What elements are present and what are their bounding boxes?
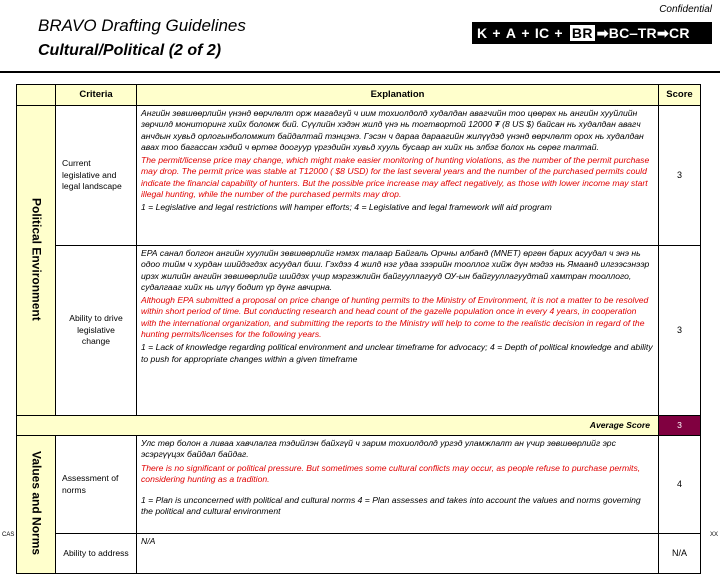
header-criteria: Criteria: [56, 85, 137, 106]
explanation-english: There is no significant or political pressure. But sometimes some cultural conflicts may occur, as people refuse to purchase permits, considering hunting as a tradition.: [141, 462, 641, 484]
explanation-mongolian: N/A: [141, 536, 156, 546]
header-explanation: Explanation: [137, 85, 659, 106]
criteria-cell: Ability to address: [56, 534, 137, 574]
confidential-label: Confidential: [659, 4, 712, 15]
footer-right-text: XX: [709, 532, 718, 538]
kaic-br-bc-tr-cr-logo: [472, 22, 712, 44]
score-cell: 4: [659, 436, 701, 534]
table-row: [17, 246, 701, 416]
guidelines-table-container: [16, 84, 700, 574]
logo-plus: +: [554, 25, 563, 41]
explanation-cell: [137, 106, 659, 246]
score-cell: 3: [659, 106, 701, 246]
logo-plus: +: [521, 25, 530, 41]
page-subtitle: Cultural/Political (2 of 2): [38, 42, 222, 59]
category-cell: [17, 106, 56, 416]
explanation-scale: 1 = Legislative and legal restrictions will hamper efforts; 4 = Legislative and legal framework will aid program: [141, 202, 552, 213]
page-title: BRAVO Drafting Guidelines: [38, 16, 246, 35]
category-cell: [17, 436, 56, 574]
explanation-scale: 1 = Lack of knowledge regarding political environment and unclear timeframe for advocacy; 4 = Depth of political knowledge and ability to push for appropriate changes within a given timeframe: [141, 342, 653, 364]
explanation-cell: [137, 436, 659, 534]
table-row: [17, 436, 701, 534]
score-cell: N/A: [659, 534, 701, 574]
explanation-english: Although EPA submitted a proposal on price change of hunting permits to the Ministry of Environment, it is not a matter to be resolved within short period of time. But conducting research and head count of the gazelle population once in every 4 years, in cooperation with the international organization, and submitting the reports to the Ministry will help to come to the realistic decision in regard of the hunting permits/licenses for the following years.: [141, 295, 649, 340]
category-label: Political Environment: [29, 197, 44, 321]
arrow-right-icon: ➡: [656, 24, 669, 41]
header-divider: [0, 71, 720, 73]
logo-bc: BC: [608, 25, 630, 41]
explanation-cell: [137, 246, 659, 416]
header-cell-empty: [17, 85, 56, 106]
criteria-cell: Current legislative and legal landscape: [56, 106, 137, 246]
explanation-mongolian: ЕРА санал болгон ангийн хуулийн зөвшөөрлийг нэмэх талаар Байгаль Орчны албанд (MNET) өргөн барих асуудал ч энэ нь одоо тийм ч хурдан шийдэгдэх асуудал биш. Гэхдээ 4 жилд нэг удаа зээрийн тооллог хийж дүн мэдээ нь Ямаанд илгээсэнээр ирэх жилийн ангийн зөвшөөрлийг шийдэх үчир мэргэжлийн байгууллагууд ОУ-ын байгууллагуудтай хамтран тооллого, судалгааг хийх нь илүү бодит үр дүнг авчирна.: [141, 248, 650, 292]
explanation-scale: 1 = Plan is unconcerned with political and cultural norms 4 = Plan assesses and takes into account the values and norms governing the political and cultural environment: [141, 495, 641, 517]
logo-plus: +: [492, 25, 501, 41]
guidelines-table: [16, 84, 701, 574]
explanation-mongolian: Ангийн зөвшөөрлийн үнэнд өөрчлөлт орж магадгүй ч иим тохиолдолд худалдан авагчийн тоо цөөрөх нь ангийн хууйлийн зөрчилд мониторинг хийх боломж бий. Сүүлийн хэдэн жилд үнэ нь тогтвортой 12000 ₮ (8 US $) байсан нь худалдан авагч анчдын хувьд орлогынболомжит байдалтай тэнцэнэ. Гэсэн ч дараа дараагийн жилүүдэд үнэнд өөрчлөлт орох нь худалдан авах тоо багассан хэдий ч өртөг доогуур үргэдийн хувьд хууль бусаар ан хийх нь элбэг болох нь сөрөг талтай.: [141, 108, 644, 152]
logo-br: BR: [571, 25, 593, 41]
table-header-row: [17, 85, 701, 106]
average-score-label: Average Score: [17, 416, 659, 436]
table-row: [17, 106, 701, 246]
logo-cr: CR: [668, 25, 690, 41]
explanation-cell: [137, 534, 659, 574]
footer-left-text: CAS: [2, 532, 15, 538]
average-score-row: [17, 416, 701, 436]
category-label: Values and Norms: [29, 450, 44, 555]
header-score: Score: [659, 85, 701, 106]
logo-k: K: [477, 25, 488, 41]
score-cell: 3: [659, 246, 701, 416]
logo-tr: TR: [637, 25, 657, 41]
explanation-mongolian: Улс төр болон а ливаа хавчлалга тэдийлэн байхгүй ч зарим тохиолдолд ургэд уламжлалт ан үчир зөвшөөрлийг эрс эсэргүүцэх байдал байдаг.: [141, 438, 616, 460]
criteria-cell: Assessment of norms: [56, 436, 137, 534]
criteria-cell: Ability to drive legislative change: [56, 246, 137, 416]
explanation-english: The permit/license price may change, which might make easier monitoring of hunting violations, as the number of the permit purchase may drop. The permit price was stable at T12000 ( $8 USD) for the last several years and the number of the purchased permits could indicate the financial capability of hunters. But the possible price increase may affect negatively, as those with lower income may start illegal hunting, while the number of the purchased permits may drop.: [141, 155, 650, 200]
logo-a: A: [505, 25, 517, 41]
table-row: [17, 534, 701, 574]
logo-dash: ‒: [629, 25, 638, 41]
arrow-right-icon: ➡: [596, 24, 609, 41]
average-score-value: 3: [659, 416, 701, 436]
logo-ic: IC: [534, 25, 550, 41]
